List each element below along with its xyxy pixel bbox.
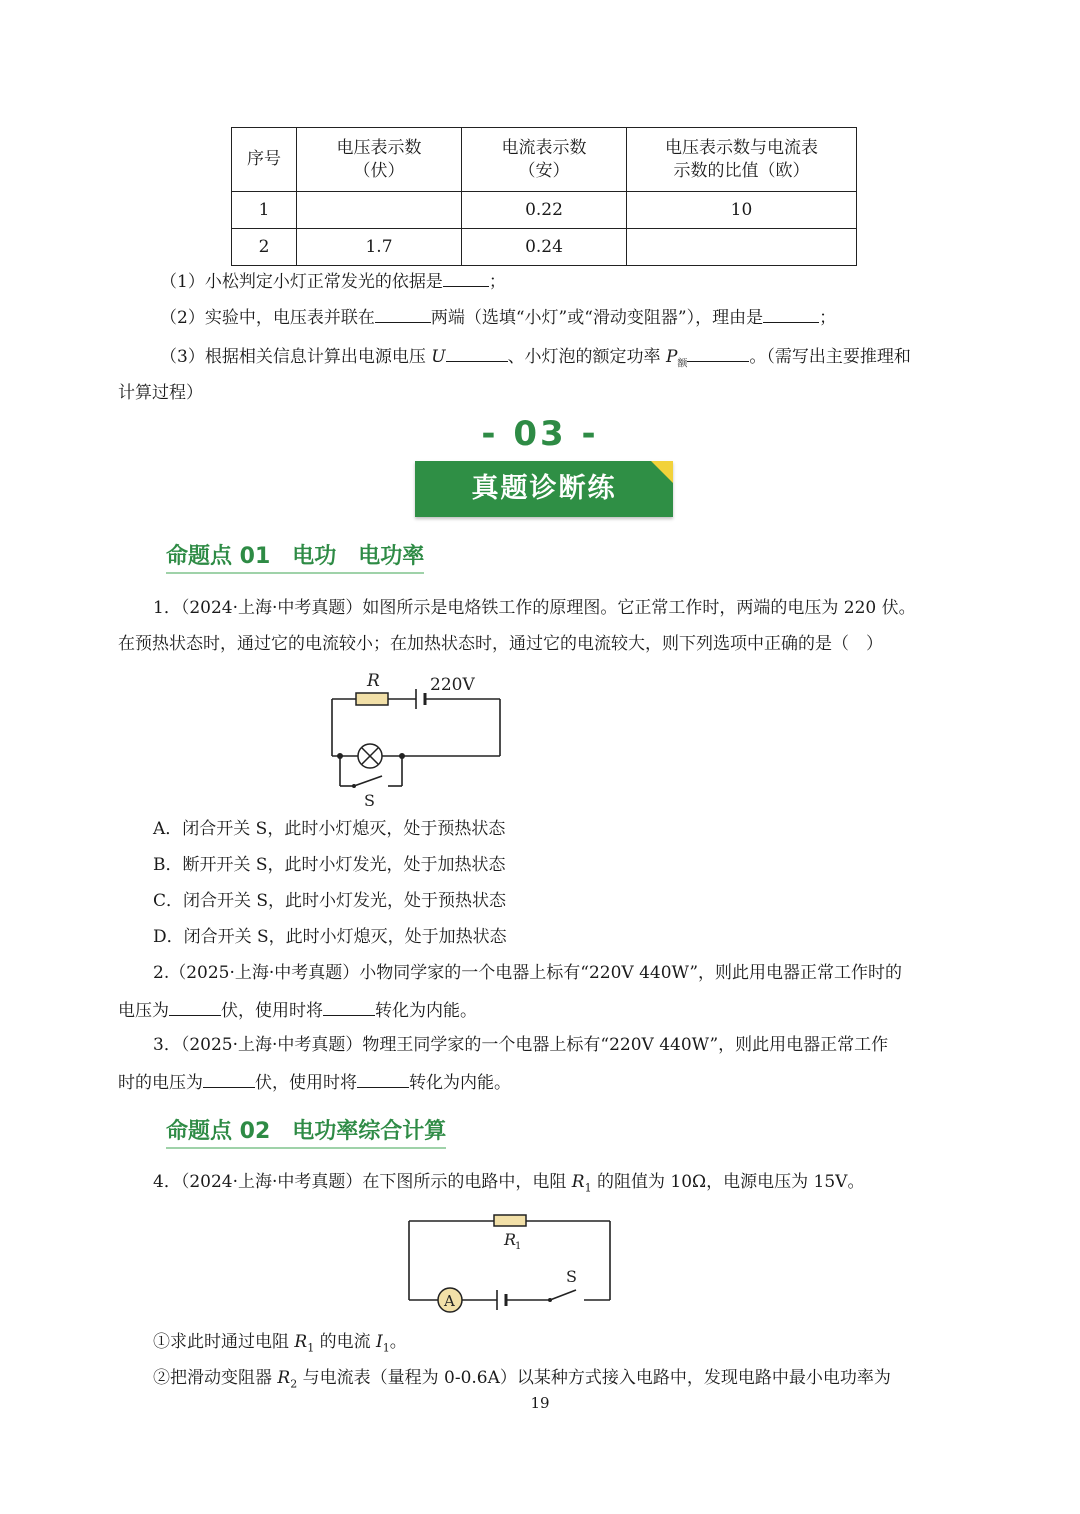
answer-blank[interactable] [763, 304, 819, 323]
prior-q3: （3）根据相关信息计算出电源电压 U 、小灯泡的额定功率 $P_额$ 。（需写出主要推理和 [160, 343, 911, 376]
ammeter-symbol [438, 1288, 462, 1312]
header-ratio: 电压表示数与电流表 示数的比值（欧） [627, 128, 857, 192]
circuit-diagram-2 [400, 1208, 620, 1318]
question2-line2: 电压为 伏，使用时将 转化为内能。 [118, 997, 477, 1023]
header-index: 序号 [232, 128, 297, 192]
answer-blank[interactable] [357, 1069, 409, 1088]
table-cell [297, 192, 462, 229]
table-cell: 1.7 [297, 229, 462, 266]
question3-line1: 3．（2025·上海·中考真题）物理王同学家的一个电器上标有“220V 440W”，则此用电器正常工作 [153, 1035, 889, 1055]
table-cell: 1 [232, 192, 297, 229]
question3-line2: 时的电压为 伏，使用时将 转化为内能。 [118, 1069, 511, 1095]
resistor-r1-subscript: 1 [515, 1241, 522, 1252]
answer-blank[interactable] [375, 304, 431, 323]
header-current: 电流表示数 （安） [462, 128, 627, 192]
answer-blank[interactable] [323, 997, 375, 1016]
switch-label: S [364, 791, 375, 810]
prior-q2: （2）实验中，电压表并联在 两端（选填“小灯”或“滑动变阻器”），理由是 ； [160, 304, 836, 330]
ammeter-label: A [444, 1292, 455, 1310]
circuit-diagram-1 [320, 668, 520, 810]
prior-q3-cont: 计算过程） [118, 383, 203, 403]
option-a[interactable]: A．闭合开关 S，此时小灯熄灭，处于预热状态 [153, 819, 506, 839]
question1-line1: 1．（2024·上海·中考真题）如图所示是电烙铁工作的原理图。它正常工作时，两端的电压为 220 伏。 [153, 598, 916, 618]
table-cell: 0.22 [462, 192, 627, 229]
resistor-r1-label: R [504, 1230, 517, 1249]
header-voltage: 电压表示数 （伏） [297, 128, 462, 192]
answer-blank[interactable] [687, 343, 749, 362]
answer-blank[interactable] [169, 997, 221, 1016]
option-c[interactable]: C．闭合开关 S，此时小灯发光，处于预热状态 [153, 891, 507, 911]
section-heading-01: 命题点 01 电功 电功率 [166, 539, 424, 574]
option-d[interactable]: D．闭合开关 S，此时小灯熄灭，处于加热状态 [153, 927, 507, 947]
question4-sub1: ①求此时通过电阻 $R_1$ 的电流 $I_1$。 [153, 1332, 407, 1355]
resistor-label: R [367, 671, 380, 691]
battery-symbol [416, 689, 425, 709]
question2-line1: 2.（2025·上海·中考真题）小物同学家的一个电器上标有“220V 440W”，则此用电器正常工作时的 [153, 963, 903, 983]
option-b[interactable]: B．断开开关 S，此时小灯发光，处于加热状态 [153, 855, 506, 875]
section-banner: 真题诊断练 [415, 461, 673, 517]
table-cell: 10 [627, 192, 857, 229]
answer-blank[interactable] [446, 343, 508, 362]
resistor-symbol [356, 693, 388, 705]
resistor-r1-symbol [494, 1215, 526, 1226]
table-row [232, 192, 857, 229]
answer-blank[interactable] [203, 1069, 255, 1088]
prior-q1: （1）小松判定小灯正常发光的依据是 ； [160, 268, 506, 294]
answer-blank[interactable] [443, 268, 489, 287]
table-cell: 0.24 [462, 229, 627, 266]
question4-line1: 4．（2024·上海·中考真题）在下图所示的电路中，电阻 $R_1$ 的阻值为 10Ω，电源电压为 15V。 [153, 1172, 865, 1195]
table-cell [627, 229, 857, 266]
battery-symbol [497, 1290, 506, 1310]
question4-sub2: ②把滑动变阻器 $R_2$ 与电流表（量程为 0-0.6A）以某种方式接入电路中，发现电路中最小电功率为 [153, 1368, 891, 1391]
lamp-symbol [358, 744, 382, 768]
table-row [232, 229, 857, 266]
section-number: - 03 - [481, 414, 599, 454]
voltage-label: 220V [430, 675, 475, 695]
page-number: 19 [530, 1394, 550, 1412]
banner-corner-icon [651, 461, 673, 483]
question1-line2: 在预热状态时，通过它的电流较小；在加热状态时，通过它的电流较大，则下列选项中正确的是（ ） [118, 634, 883, 654]
data-table [231, 127, 857, 266]
switch-label: S [566, 1267, 577, 1286]
section-heading-02: 命题点 02 电功率综合计算 [166, 1114, 446, 1149]
table-cell: 2 [232, 229, 297, 266]
